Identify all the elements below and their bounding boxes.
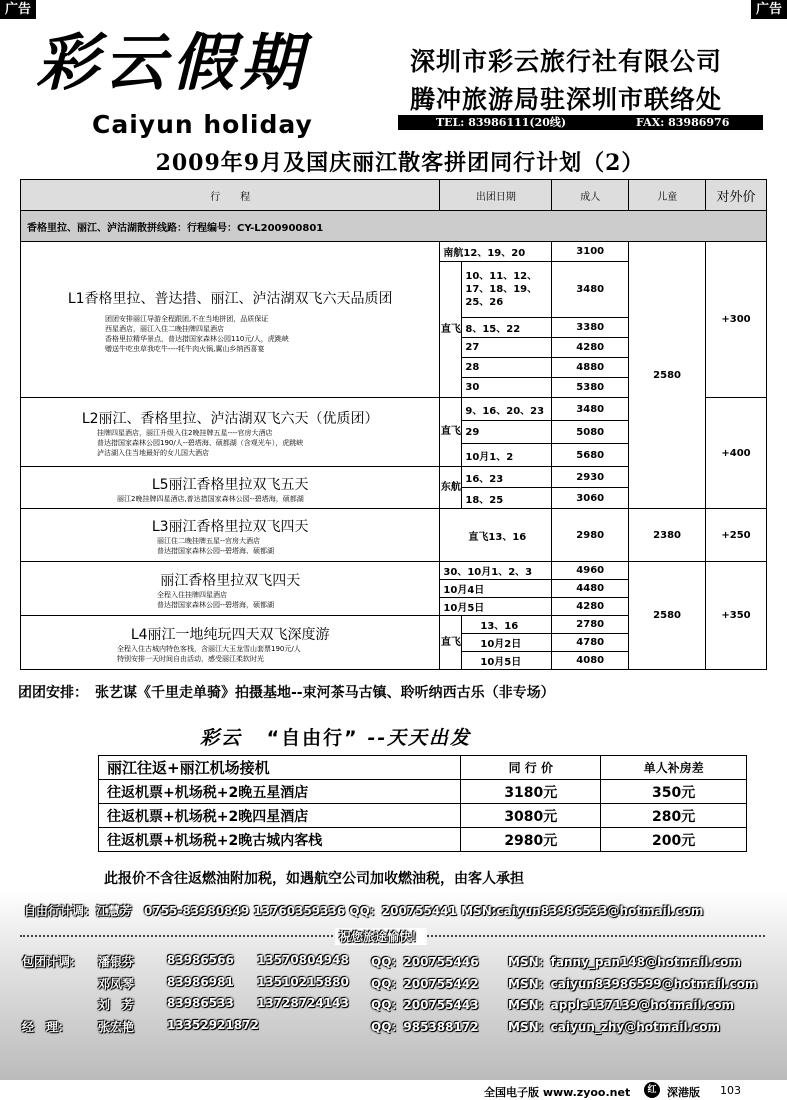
- th-external: 对外价: [706, 180, 767, 211]
- free-title-c: --天天出发: [367, 727, 472, 749]
- footer-edition: 深港版: [667, 1086, 700, 1099]
- date: 16、23: [462, 467, 552, 488]
- contact-tel: 83986533: [167, 996, 234, 1010]
- ad-tag-right: 广告: [751, 0, 787, 19]
- date: 10月4日: [440, 580, 552, 598]
- route-desc: 泸沽湖入住当地最好的女儿国大酒店: [97, 449, 209, 457]
- logo-english: Caiyun holiday: [92, 110, 313, 139]
- fax: FAX: 83986976: [636, 116, 730, 129]
- contact-msn: MSN：caiyun83986599@hotmail.com: [508, 977, 758, 991]
- route-line: 香格里拉、丽江、泸沽湖散拼线路：行程编号：CY-L200900801: [21, 211, 767, 242]
- price: 4480: [552, 580, 629, 598]
- route-name: 丽江香格里拉双飞四天: [160, 572, 301, 589]
- external-price: +400: [706, 398, 767, 509]
- contact-msn: MSN：apple137139@hotmail.com: [508, 998, 735, 1012]
- external-price: +350: [706, 562, 767, 670]
- route-desc: 赠送牛吃虫草我吃牛----牦牛肉火锅,翼山乡纳西喜宴: [105, 344, 265, 353]
- route-l5: [21, 467, 440, 509]
- contact-name: 潘银芬: [98, 955, 135, 969]
- price: 5380: [552, 378, 629, 398]
- contact-name: 刘 芳: [98, 998, 135, 1012]
- route-desc: 挂牌四星酒店，丽江升级入住2晚挂牌五星----官房大酒店: [97, 429, 273, 437]
- th-adult: 成人: [552, 180, 629, 211]
- contact-tel: 83986566: [167, 953, 234, 967]
- page-number: 103: [720, 1084, 741, 1097]
- route-l2: [21, 398, 440, 467]
- free-title-b: “自由行”: [266, 727, 359, 749]
- office-name: 腾冲旅游局驻深圳市联络处: [410, 85, 723, 114]
- date: 28: [462, 358, 552, 378]
- contact-tel: 83986981: [167, 975, 234, 989]
- route-name: L3丽江香格里拉双飞四天: [151, 519, 309, 535]
- price: 3480: [552, 398, 629, 421]
- date: 10月1、2: [462, 444, 552, 467]
- route-desc: 丽江2晚挂牌四星酒店,普达措国家森林公园--碧塔海，硕都湖: [117, 494, 304, 503]
- route-l1: [21, 242, 440, 398]
- free-row-label: 往返机票+机场税+2晚古城内客栈: [99, 828, 461, 852]
- price: 5080: [552, 421, 629, 444]
- th-child: 儿童: [629, 180, 706, 211]
- contact-label: 包团计调：: [22, 955, 83, 969]
- free-head: 丽江往返+丽江机场接机: [99, 756, 461, 780]
- contact-tel: 13352921872: [167, 1018, 259, 1032]
- free-head: 单人补房差: [601, 756, 747, 780]
- ad-tag-left: 广告: [0, 0, 36, 19]
- route-r4: [21, 562, 440, 616]
- date: 直飞13、16: [440, 509, 552, 562]
- contact-name: 张宏艳: [98, 1020, 135, 1034]
- free-price: 3080元: [461, 804, 601, 828]
- free-head: 同 行 价: [461, 756, 601, 780]
- route-desc: 全程入住挂牌四星酒店: [157, 590, 227, 599]
- contact-qq: QQ：200755446: [371, 955, 479, 969]
- date: 南航12、19、20: [440, 242, 552, 262]
- child-price: 2380: [629, 509, 706, 562]
- arrangement-note: 团团安排： 张艺谋《千里走单骑》拍摄基地--束河茶马古镇、聆听纳西古乐（非专场）: [18, 685, 555, 701]
- price: 3060: [552, 488, 629, 509]
- child-price: 2580: [629, 242, 706, 509]
- free-supplement: 200元: [601, 828, 747, 852]
- price: 5680: [552, 444, 629, 467]
- free-price: 2980元: [461, 828, 601, 852]
- price: 4880: [552, 358, 629, 378]
- price: 2930: [552, 467, 629, 488]
- date: 10月5日: [440, 598, 552, 616]
- contact-mobile: 13570804948: [257, 953, 349, 967]
- contact-qq: QQ：200755442: [371, 977, 479, 991]
- price: 3380: [552, 318, 629, 338]
- contact-mobile: 13510215880: [257, 975, 349, 989]
- contact-msn: MSN：fanny_pan148@hotmail.com: [508, 955, 741, 969]
- contact-label: 经 理：: [22, 1020, 71, 1034]
- free-travel-table: [98, 755, 747, 852]
- free-row-label: 往返机票+机场税+2晚五星酒店: [99, 780, 461, 804]
- route-desc: 西星酒店，丽江入住二晚挂牌四星酒店: [105, 324, 224, 333]
- price: 4080: [552, 652, 629, 670]
- route-desc: 全程入住古城内特色客栈，含丽江大玉龙雪山套票190元/人: [117, 644, 301, 653]
- free-supplement: 280元: [601, 804, 747, 828]
- th-departure: 出团日期: [440, 180, 552, 211]
- date: 29: [462, 421, 552, 444]
- fuel-note: 此报价不含往返燃油附加税，如遇航空公司加收燃油税，由客人承担: [104, 871, 524, 887]
- route-desc: 香格里拉精华景点，普达措国家森林公园110元/人，虎跳峡: [105, 334, 289, 343]
- free-supplement: 350元: [601, 780, 747, 804]
- route-desc: 丽江住二晚挂牌五星--官房大酒店: [157, 537, 261, 545]
- route-l4: [21, 616, 440, 670]
- date: 10、11、12、17、18、19、25、26: [462, 262, 552, 318]
- price: 3480: [552, 262, 629, 318]
- price: 2780: [552, 616, 629, 634]
- price: 4280: [552, 598, 629, 616]
- footer-site: 全国电子版 www.zyoo.net: [484, 1086, 631, 1099]
- price: 4960: [552, 562, 629, 580]
- free-title-a: 彩云: [200, 727, 243, 749]
- route-desc: 普达措国家森林公园--碧塔海、硕都湖: [157, 547, 275, 555]
- contact-msn: MSN：caiyun_zhy@hotmail.com: [508, 1020, 720, 1034]
- price: 3100: [552, 242, 629, 262]
- itinerary-table: [20, 179, 767, 670]
- external-price: +250: [706, 509, 767, 562]
- route-desc: 团团安排丽江导游全程跟团,不在当地拼团，品质保证: [105, 314, 269, 323]
- logo-chinese: 彩云假期: [36, 26, 309, 99]
- air-label: 直飞: [440, 616, 462, 670]
- contact-qq: QQ：985388172: [371, 1020, 479, 1034]
- contact-bar: [398, 115, 763, 130]
- date: 8、15、22: [462, 318, 552, 338]
- route-desc: 特别安排一天时间自由活动，感受丽江柔软时光: [117, 654, 264, 663]
- date: 10月5日: [462, 652, 552, 670]
- free-travel-title: [200, 723, 471, 750]
- th-itinerary: 行 程: [21, 180, 440, 211]
- contact-qq: QQ：200755443: [371, 998, 479, 1012]
- child-price: 2580: [629, 562, 706, 670]
- contact-name: 邓凤琴: [98, 977, 135, 991]
- date: 10月2日: [462, 634, 552, 652]
- date: 27: [462, 338, 552, 358]
- route-desc: 普达措国家森林公园--碧塔海，硕都湖: [157, 600, 275, 609]
- route-name: L4丽江一地纯玩四天双飞深度游: [130, 626, 330, 643]
- page-title: 2009年9月及国庆丽江散客拼团同行计划（2）: [155, 150, 645, 176]
- date: 18、25: [462, 488, 552, 509]
- company-name: 深圳市彩云旅行社有限公司: [410, 47, 723, 76]
- wish-text: 祝您旅途愉快！: [335, 928, 427, 945]
- air-label: 直飞: [440, 398, 462, 467]
- route-name: L1香格里拉、普达措、丽江、泸沽湖双飞六天品质团: [67, 290, 393, 307]
- free-contact: 自由行计调：江慧芳 0755-83980849 13760359336 QQ：200755441 MSN:caiyun83986533@hotmail.com: [24, 904, 704, 918]
- date: 9、16、20、23: [462, 398, 552, 421]
- price: 4780: [552, 634, 629, 652]
- air-label: 直飞: [440, 262, 462, 398]
- date: 13、16: [462, 616, 552, 634]
- free-row-label: 往返机票+机场税+2晚四星酒店: [99, 804, 461, 828]
- external-price: +300: [706, 242, 767, 398]
- route-name: L2丽江、香格里拉、泸沽湖双飞六天（优质团）: [81, 411, 379, 427]
- tel: TEL: 83986111(20线): [436, 116, 567, 129]
- air-label: 东航: [440, 467, 462, 509]
- footer-badge-icon: 红: [644, 1082, 660, 1098]
- route-l3: [21, 509, 440, 562]
- route-desc: 普达措国家森林公园190/人--碧塔海、硕都湖（含观光车），虎跳峡: [97, 439, 304, 447]
- date: 30: [462, 378, 552, 398]
- price: 2980: [552, 509, 629, 562]
- date: 30、10月1、2、3: [440, 562, 552, 580]
- contact-mobile: 13728724143: [257, 996, 349, 1010]
- price: 4280: [552, 338, 629, 358]
- route-name: L5丽江香格里拉双飞五天: [151, 476, 309, 493]
- free-price: 3180元: [461, 780, 601, 804]
